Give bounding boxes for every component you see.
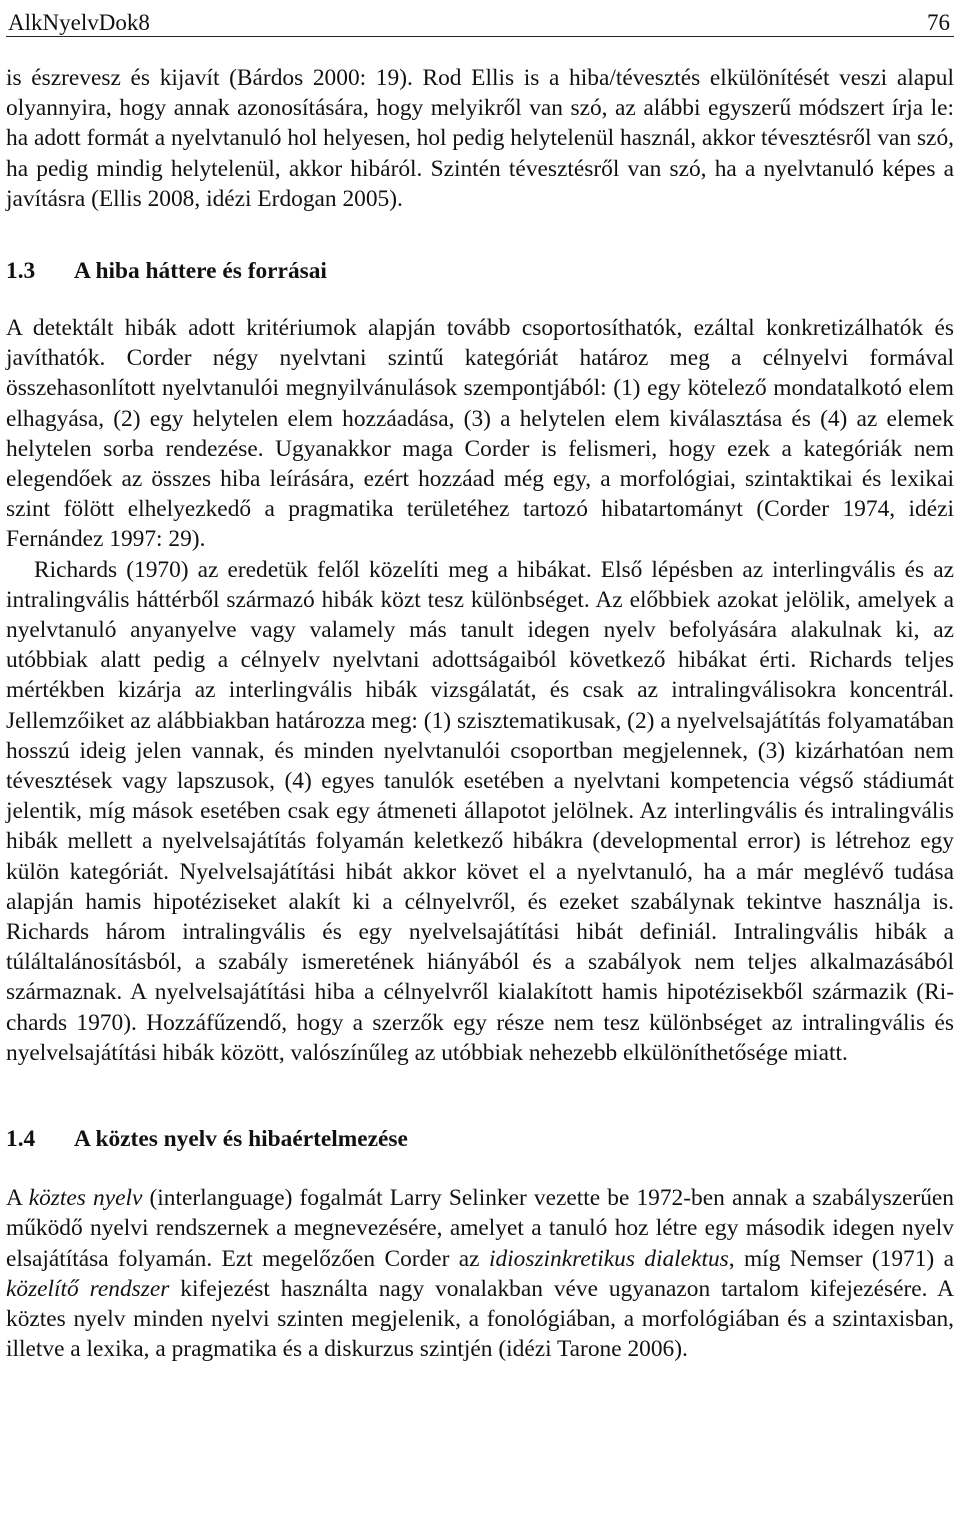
running-title: AlkNyelvDok8 (8, 10, 150, 35)
paragraph-corder: A detektált hibák adott kritériumok alapján tovább csoportosíthatók, ezáltal konkretizálhatók és javíthatók. Corder négy nyelvtani szintű kategóriát határoz meg a célnyelvi formával összehasonlított nyelvtanulói megnyilvánulások szempontjából: (1) egy kötelező mondatalkotó elem elhagyása, (2) egy helytelen elem hozzáadása, (3) a helytelen elem kiválasztása és (4) az elemek helytelen sorba rendezése. Ugyanakkor maga Corder is felismeri, hogy ezek a kategóriák nem elegendőek az összes hiba leírására, ezért hozzáad még egy, a morfológiai, szintaktikai és lexikai szint fölött elhelyezkedő a pragmatika területéhez tartozó hibatartományt (Corder 1974, idézi Fernández 1997: 29). (6, 315, 954, 553)
section-heading-1-3 (6, 258, 954, 285)
text-run: kifejezést használta nagy vonalakban véve ugyanazon tartalom kifejezésére. A köztes nyelv minden nyelvi szinten megjelenik, a fonológiában, a morfológiában és a szintaxisban, illetve a lexika, a pragmatika és a diskurzus szintjén (idézi Tarone 2006). (6, 1275, 954, 1363)
running-header (6, 0, 954, 37)
term-idioszinkretikus-dialektus: idioszinkretikus dialektus (488, 1245, 729, 1272)
term-koztes-nyelv: köztes nyelv (28, 1185, 143, 1212)
section-number: 1.4 (6, 1126, 36, 1153)
text-run: A (6, 1185, 29, 1212)
term-kozelito-rendszer: közelítő rendszer (6, 1275, 170, 1302)
document-page (6, 0, 954, 1364)
section-number: 1.3 (6, 258, 36, 285)
section-title: A hiba háttere és forrásai (74, 258, 327, 285)
text-run: , míg Nemser (1971) a (728, 1245, 954, 1272)
paragraph-intro: is észrevesz és kijavít (Bárdos 2000: 19). Rod Ellis is a hiba/tévesztés elkülönítését veszi alapul olyannyira, hogy annak azonosítására, hogy melyikről van szó, az alábbi egyszerű módszert írja le: ha adott formát a nyelvtanuló hol helyesen, hol pedig helytelenül használ, akkor tévesztésről van szó, ha pedig mindig helytelenül, akkor hibáról. Szintén tévesztésről van szó, ha a nyelvtanuló képes a javításra (Ellis 2008, idézi Erdogan 2005). (6, 65, 954, 212)
page-number: 76 (927, 10, 950, 35)
paragraph-richards: Richards (1970) az eredetük felől közelíti meg a hibákat. Első lépésben az interlingvális és az intralingvális háttérből származó hibák közt tesz különbséget. Az előbbiek azokat jelölik, amelyek a nyelvtanuló anyanyelve vagy valamely más tanult idegen nyelv befolyására alakulnak ki, az utóbbiak alatt pedig a célnyelv nyelvtani adottságaiból következő hibákat érti. Richards teljes mértékben kizárja az interlingvális hibák vizsgálatát, és csak az intralingválisokra koncentrál. Jellemzőiket az alábbiakban határozza meg: (1) szisztematikusak, (2) a nyelvelsajátítás folyamatában hosszú ideig jelen vannak, és minden nyelvtanulói csoportban megjelennek, (3) kizárhatóan nem tévesztések vagy lapszusok, (4) egyes tanulók esetében a nyelvtani kompetencia végső stádiumát jelentik, míg mások esetében csak egy átmeneti állapotot jelölnek. Az interlingvális és intralingvális hibák mellett a nyelvelsajátítás folyamán keletkező hibákra (developmental error) is létrehoz egy külön kategóriát. Nyelvelsajátítási hibát akkor követ el a nyelvtanuló, ha a már meglévő tudása alapján hamis hipotéziseket alakít ki a célnyelvről, és ezeket szabálynak tekintve használja is. Richards három intralingvális és egy nyelvelsajátítási hibát definiál. Intralingvális hibák a túláltalánosításból, a szabály ismeretének hiányából és a szabályok nem teljes alkalmazásából származnak. A nyelvelsajátítási hiba a célnyelvről kialakított hamis hipotézisekből származik (Richards 1970). Hozzáfűzendő, hogy a szerzők egy része nem tesz különbséget az intralingvális és nyelvelsajátítási hibák között, valószínűleg az utóbbiak nehezebb elkülöníthetősége miatt. (6, 556, 954, 1066)
text-run: (interlanguage) fogalmát Larry Selinker vezette be 1972-ben annak a szabályszerűen működő nyelvi rendszernek a megnevezésére, amelyet a tanuló hoz létre egy második idegen nyelv elsajátítása folyamán. Ezt megelőzően Corder az (6, 1185, 954, 1272)
paragraph-interlanguage (6, 1183, 954, 1364)
section-heading-1-4 (6, 1126, 954, 1153)
section-title: A köztes nyelv és hibaértelmezése (74, 1126, 408, 1153)
